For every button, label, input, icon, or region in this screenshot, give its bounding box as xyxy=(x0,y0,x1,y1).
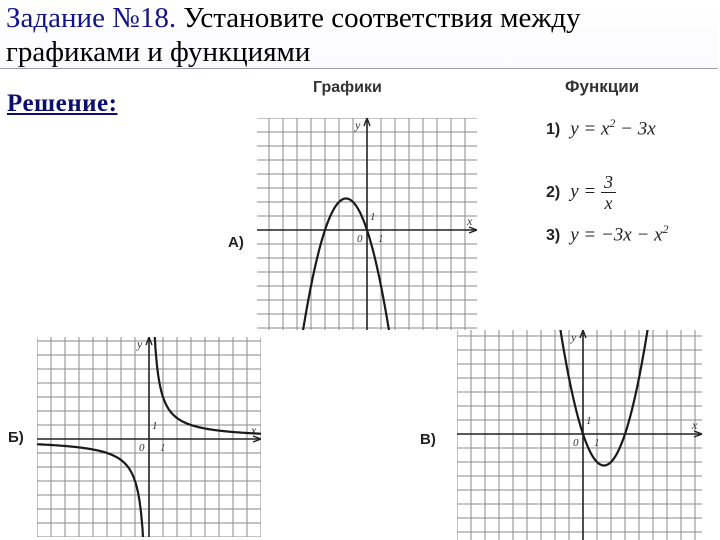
task-text: Установите соответствия между xyxy=(176,2,581,34)
y-axis-label: y xyxy=(571,330,577,344)
graph-frame xyxy=(458,331,702,540)
slide-title-line-2: графиками и функциями xyxy=(6,36,311,68)
x-axis-label: x xyxy=(467,214,473,228)
function-number: 3) xyxy=(546,227,561,245)
x-axis-label: x xyxy=(251,423,257,437)
slide-title-bar xyxy=(0,0,718,69)
functions-header: Функции xyxy=(565,77,640,96)
graph-a xyxy=(257,118,477,330)
function-3 xyxy=(546,222,669,246)
graph-a-label: А) xyxy=(228,234,244,251)
fraction-denominator: x xyxy=(604,193,613,213)
task-number: Задание №18. xyxy=(6,2,177,34)
graph-v xyxy=(457,330,702,540)
unit-x-label: 1 xyxy=(594,437,600,449)
graph-v-label: В) xyxy=(420,431,436,448)
y-axis-label: y xyxy=(355,118,361,132)
slide-title-line-1 xyxy=(6,2,581,34)
origin-label: 0 xyxy=(573,437,579,449)
function-number: 1) xyxy=(546,121,561,139)
origin-label: 0 xyxy=(357,233,363,245)
solution-label: Решение: xyxy=(7,90,118,117)
function-1 xyxy=(546,116,656,140)
fraction-numerator: 3 xyxy=(601,172,616,193)
function-expression: y = −3x − x xyxy=(570,224,663,246)
y-axis-label: y xyxy=(137,337,143,351)
graph-b-label: Б) xyxy=(8,429,24,446)
unit-y-label: 1 xyxy=(152,420,158,432)
x-axis-label: x xyxy=(692,418,698,432)
parabola-curve xyxy=(299,199,394,331)
function-expression: y = xyxy=(570,180,601,202)
unit-y-label: 1 xyxy=(586,415,592,427)
function-exponent: 2 xyxy=(609,116,616,130)
graph-b xyxy=(37,337,261,537)
graphs-header: Графики xyxy=(313,79,382,96)
function-number: 2) xyxy=(546,183,561,201)
function-exponent: 2 xyxy=(662,222,669,236)
hyperbola-branch xyxy=(154,337,261,434)
unit-y-label: 1 xyxy=(370,211,376,223)
fraction xyxy=(601,172,616,213)
origin-label: 0 xyxy=(139,442,145,454)
unit-x-label: 1 xyxy=(378,233,384,245)
unit-x-label: 1 xyxy=(160,442,166,454)
function-2 xyxy=(546,172,616,213)
function-expression-tail: − 3x xyxy=(615,118,656,140)
function-expression: y = x xyxy=(570,118,610,140)
